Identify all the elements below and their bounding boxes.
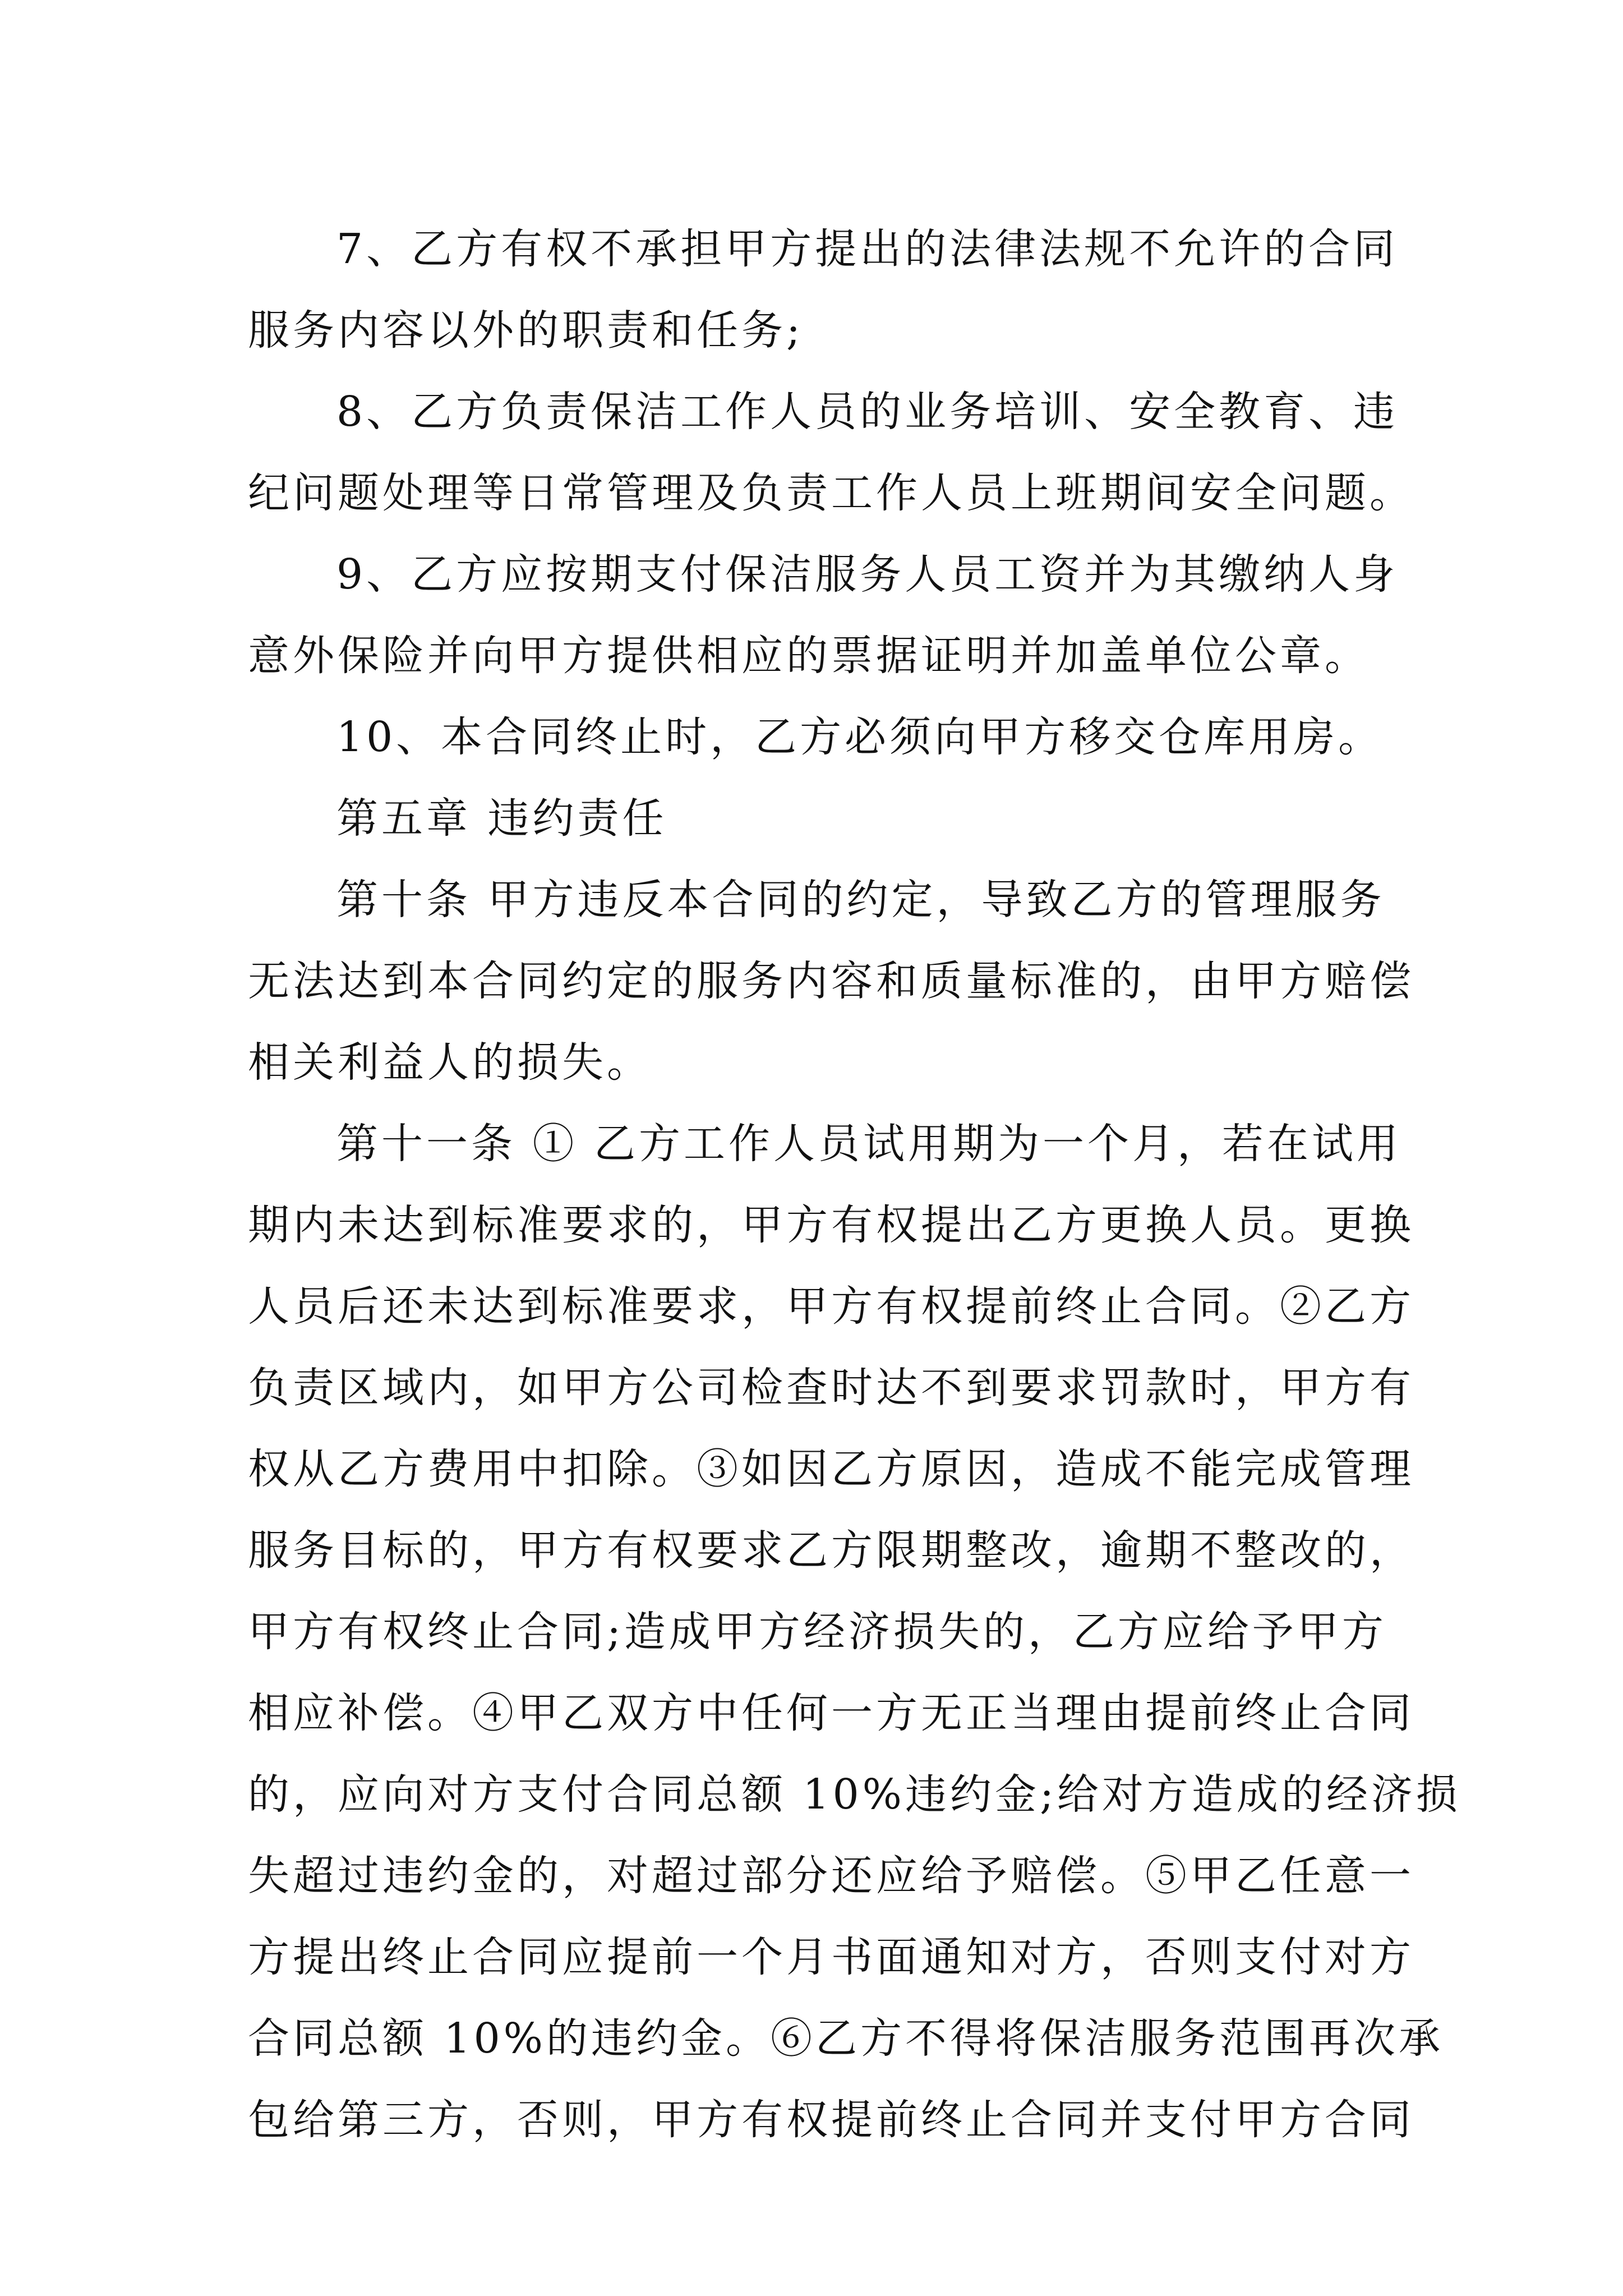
text-line: 失超过违约金的，对超过部分还应给予赔偿。⑤甲乙任意一 bbox=[248, 1852, 1414, 1900]
text-line: 合同总额 10%的违约金。⑥乙方不得将保洁服务范围再次承 bbox=[248, 2014, 1444, 2063]
text-line: 7、乙方有权不承担甲方提出的法律法规不允许的合同 bbox=[336, 225, 1399, 273]
chapter-heading: 第五章 违约责任 bbox=[336, 794, 667, 843]
text-line: 8、乙方负责保洁工作人员的业务培训、安全教育、违 bbox=[336, 388, 1399, 436]
text-line: 相关利益人的损失。 bbox=[248, 1038, 652, 1087]
text-line: 10、本合同终止时，乙方必须向甲方移交仓库用房。 bbox=[336, 713, 1384, 761]
text-line: 服务内容以外的职责和任务; bbox=[248, 306, 804, 355]
text-line: 人员后还未达到标准要求，甲方有权提前终止合同。②乙方 bbox=[248, 1282, 1414, 1331]
text-line: 无法达到本合同约定的服务内容和质量标准的，由甲方赔偿 bbox=[248, 957, 1414, 1005]
text-line: 服务目标的，甲方有权要求乙方限期整改，逾期不整改的， bbox=[248, 1526, 1414, 1575]
text-line: 纪问题处理等日常管理及负责工作人员上班期间安全问题。 bbox=[248, 469, 1414, 517]
text-line: 的，应向对方支付合同总额 10%违约金;给对方造成的经济损 bbox=[248, 1770, 1461, 1819]
text-line: 9、乙方应按期支付保洁服务人员工资并为其缴纳人身 bbox=[336, 550, 1399, 599]
contract-text bbox=[248, 209, 1461, 2161]
text-line: 相应补偿。④甲乙双方中任何一方无正当理由提前终止合同 bbox=[248, 1689, 1414, 1737]
text-line: 期内未达到标准要求的，甲方有权提出乙方更换人员。更换 bbox=[248, 1201, 1414, 1249]
text-line: 负责区域内，如甲方公司检查时达不到要求罚款时，甲方有 bbox=[248, 1364, 1414, 1412]
text-line: 意外保险并向甲方提供相应的票据证明并加盖单位公章。 bbox=[248, 632, 1370, 680]
text-line: 方提出终止合同应提前一个月书面通知对方，否则支付对方 bbox=[248, 1933, 1414, 1981]
text-line: 甲方有权终止合同;造成甲方经济损失的，乙方应给予甲方 bbox=[248, 1608, 1387, 1656]
text-line: 第十一条 ① 乙方工作人员试用期为一个月，若在试用 bbox=[336, 1120, 1402, 1168]
text-line: 权从乙方费用中扣除。③如因乙方原因，造成不能完成管理 bbox=[248, 1445, 1414, 1493]
text-line: 包给第三方，否则，甲方有权提前终止合同并支付甲方合同 bbox=[248, 2096, 1414, 2144]
text-line: 第十条 甲方违反本合同的约定，导致乙方的管理服务 bbox=[336, 876, 1385, 924]
